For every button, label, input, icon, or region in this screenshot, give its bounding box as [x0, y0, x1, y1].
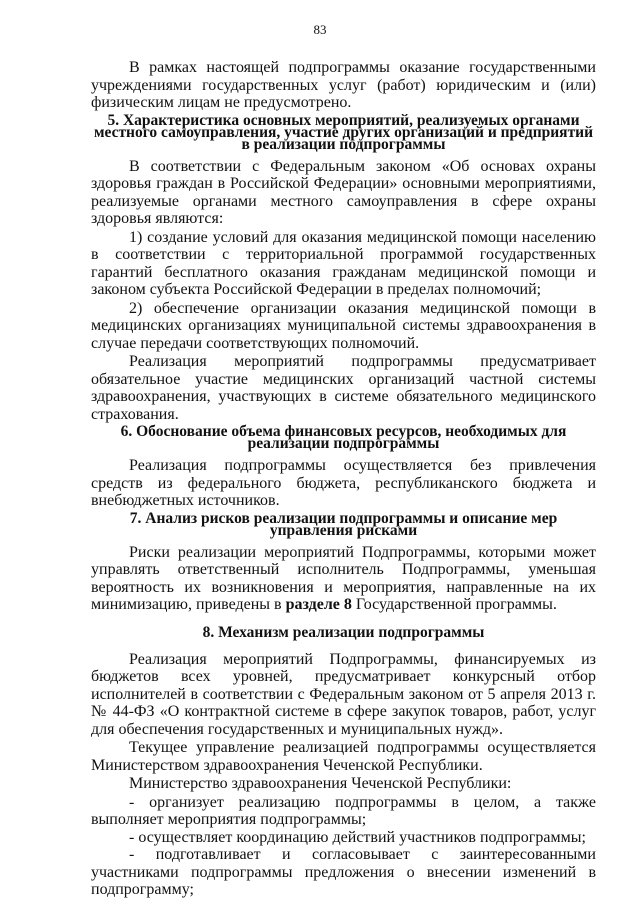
section-8-paragraph-2: Текущее управление реализацией подпрограммы осуществляется Министерством здравоохранения Чеченской Республики.	[91, 739, 596, 774]
section-5-item-1: 1) создание условий для оказания медицинской помощи населению в соответствии с территориальной программой государственных гарантий бесплатного оказания гражданам медицинской помощи и законом субъекта Российской Федерации в пределах полномочий;	[91, 228, 596, 298]
section-5-heading: 5. Характеристика основных мероприятий, реализуемых органами местного самоуправления, участие других организаций и предприятий в реализации подпрограммы	[93, 111, 594, 153]
document-body	[91, 59, 596, 899]
section-7-text-a: Риски реализации мероприятий Подпрограммы, которыми может управлять ответственный исполнитель Подпрограммы, уменьшая вероятность их возникновения и мероприятия, направленные на их минимизацию, приведены в	[91, 543, 596, 613]
section-5-paragraph-1: В соответствии с Федеральным законом «Об основах охраны здоровья граждан в Российской Федерации» основными мероприятиями, реализуемые органами местного самоуправления в сфере охраны здоровья являются:	[91, 157, 596, 227]
section-8-dash-item-1: - организует реализацию подпрограммы в целом, а также выполняет мероприятия подпрограммы;	[91, 793, 596, 828]
section-5-item-2: 2) обеспечение организации оказания медицинской помощи в медицинских организациях муниципальной системы здравоохранения в случае передачи соответствующих полномочий.	[91, 299, 596, 352]
section-8-paragraph-3: Министерство здравоохранения Чеченской Республики:	[129, 775, 512, 792]
paragraph-intro: В рамках настоящей подпрограммы оказание государственными учреждениями государственных услуг (работ) юридическим и (или) физическим лицам не предусмотрено.	[91, 59, 596, 111]
section-7-paragraph-1	[91, 544, 596, 614]
section-8-heading: 8. Механизм реализации подпрограммы	[202, 623, 485, 641]
section-6-paragraph-1: Реализация подпрограммы осуществляется без привлечения средств из федерального бюджета, республиканского бюджета и внебюджетных источников.	[91, 457, 596, 509]
section-6-heading: 6. Обоснование объема финансовых ресурсов, необходимых для реализации подпрограммы	[120, 423, 567, 452]
section-5-paragraph-4: Реализация мероприятий подпрограммы предусматривает обязательное участие медицинских организаций частной системы здравоохранения, участвующих в системе обязательного медицинского страхования.	[91, 353, 596, 423]
section-8-paragraph-1: Реализация мероприятий Подпрограммы, финансируемых из бюджетов всех уровней, предусматривает конкурсный отбор исполнителей в соответствии с Федеральным законом от 5 апреля 2013 г. № 44-ФЗ «О контрактной системе в сфере закупок товаров, работ, услуг для обеспечения государственных и муниципальных нужд».	[91, 650, 596, 738]
page-number: 83	[313, 22, 327, 37]
section-7-reference: разделе 8	[285, 596, 352, 613]
section-7-heading: 7. Анализ рисков реализации подпрограммы и описание мер управления рисками	[129, 509, 558, 539]
section-8-dash-item-3: - подготавливает и согласовывает с заинтересованными участниками подпрограммы предложения о внесении изменений в подпрограмму;	[91, 846, 596, 898]
section-8-dash-item-2: - осуществляет координацию действий участников подпрограммы;	[129, 828, 586, 846]
section-7-text-b: Государственной программы.	[351, 596, 557, 613]
